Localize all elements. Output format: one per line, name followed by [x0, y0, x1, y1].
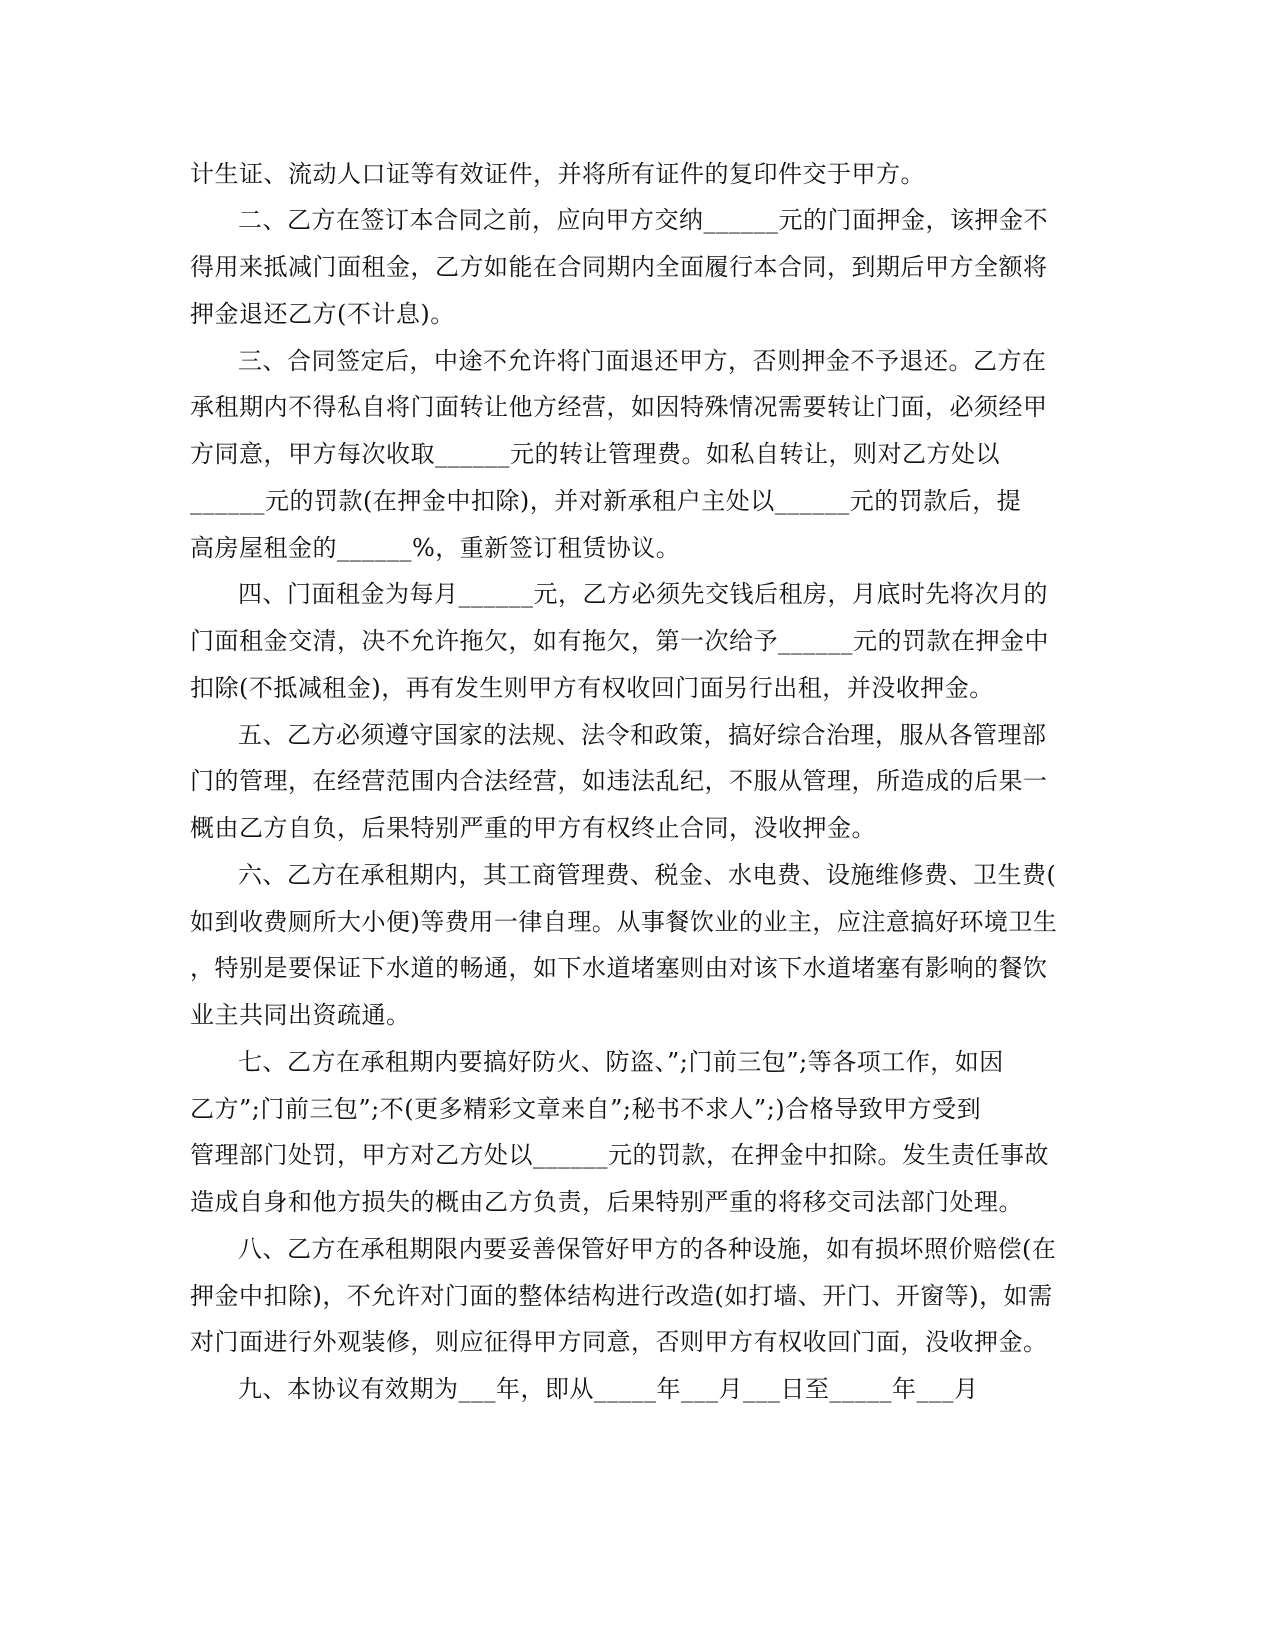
- text-line: 承租期内不得私自将门面转让他方经营，如因特殊情况需要转让门面，必须经甲: [190, 393, 1048, 421]
- clause-2-line-1: 二、乙方在签订本合同之前，应向甲方交纳______元的门面押金，该押金不: [238, 206, 1048, 234]
- text-line: 业主共同出资疏通。: [190, 1001, 411, 1029]
- text-line: 对门面进行外观装修，则应征得甲方同意，否则甲方有权收回门面，没收押金。: [190, 1328, 1048, 1356]
- clause-7-line-1: 七、乙方在承租期内要搞好防火、防盗、”;门前三包”;等各项工作，如因: [238, 1048, 1004, 1076]
- text-line: 乙方”;门前三包”;不(更多精彩文章来自”;秘书不求人”;)合格导致甲方受到: [190, 1095, 982, 1123]
- text-line: 押金退还乙方(不计息)。: [190, 300, 455, 328]
- text-line: ，特别是要保证下水道的畅通，如下水道堵塞则由对该下水道堵塞有影响的餐饮: [190, 954, 1048, 982]
- text-line: 方同意，甲方每次收取______元的转让管理费。如私自转让，则对乙方处以: [190, 440, 1000, 468]
- clause-5-line-1: 五、乙方必须遵守国家的法规、法令和政策，搞好综合治理，服从各管理部: [238, 721, 1047, 749]
- text-line: 如到收费厕所大小便)等费用一律自理。从事餐饮业的业主，应注意搞好环境卫生: [190, 908, 1058, 936]
- text-line: 门面租金交清，决不允许拖欠，如有拖欠，第一次给予______元的罚款在押金中: [190, 627, 1049, 655]
- clause-3-line-1: 三、合同签定后，中途不允许将门面退还甲方，否则押金不予退还。乙方在: [238, 347, 1047, 375]
- text-line: 门的管理，在经营范围内合法经营，如违法乱纪，不服从管理，所造成的后果一: [190, 767, 1048, 795]
- text-line: 管理部门处罚，甲方对乙方处以______元的罚款，在押金中扣除。发生责任事故: [190, 1141, 1049, 1169]
- text-line: ______元的罚款(在押金中扣除)，并对新承租户主处以______元的罚款后，提: [190, 487, 1022, 515]
- text-line: 得用来抵减门面租金，乙方如能在合同期内全面履行本合同，到期后甲方全额将: [190, 253, 1048, 281]
- clause-9-line-1: 九、本协议有效期为___年，即从_____年___月___日至_____年___月: [238, 1375, 979, 1403]
- text-line: 扣除(不抵减租金)，再有发生则甲方有权收回门面另行出租，并没收押金。: [190, 674, 994, 702]
- text-line: 概由乙方自负，后果特别严重的甲方有权终止合同，没收押金。: [190, 814, 876, 842]
- clause-4-line-1: 四、门面租金为每月______元，乙方必须先交钱后租房，月底时先将次月的: [238, 580, 1048, 608]
- text-line: 高房屋租金的______%，重新签订租赁协议。: [190, 534, 681, 562]
- clause-8-line-1: 八、乙方在承租期限内要妥善保管好甲方的各种设施，如有损坏照价赔偿(在: [238, 1235, 1057, 1263]
- clause-6-line-1: 六、乙方在承租期内，其工商管理费、税金、水电费、设施维修费、卫生费(: [238, 861, 1057, 889]
- text-line: 造成自身和他方损失的概由乙方负责，后果特别严重的将移交司法部门处理。: [190, 1188, 1023, 1216]
- text-line: 押金中扣除)，不允许对门面的整体结构进行改造(如打墙、开门、开窗等)，如需: [190, 1282, 1053, 1310]
- text-line: 计生证、流动人口证等有效证件，并将所有证件的复印件交于甲方。: [190, 160, 925, 188]
